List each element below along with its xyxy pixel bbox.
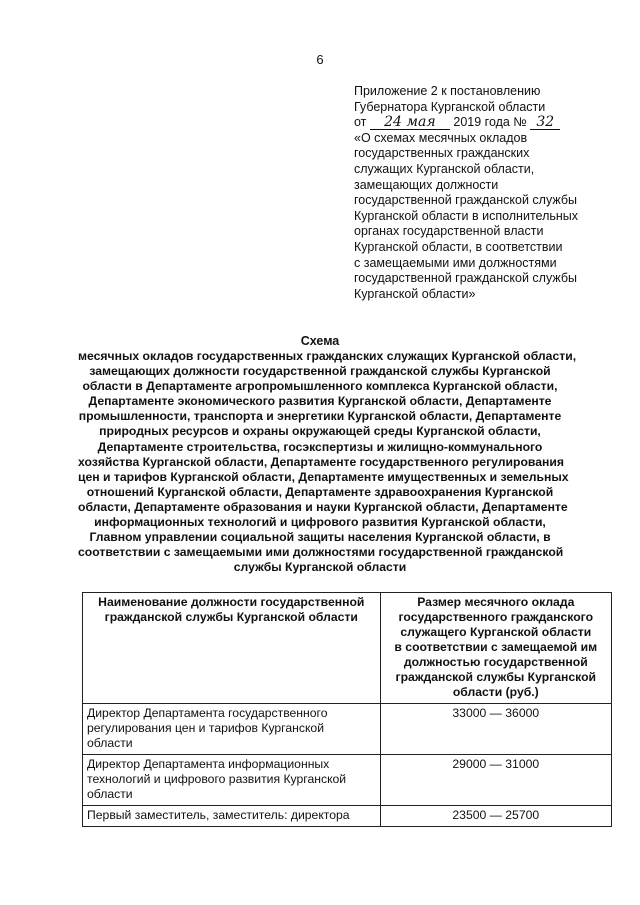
scheme-line: отношений Курганской области, Департаменте здравоохранения Курганской: [86, 484, 554, 499]
position-text: Директор Департамента информационных: [87, 757, 330, 771]
salary-cell: 29000 — 31000: [380, 755, 611, 806]
appendix-date-line: [354, 115, 604, 131]
position-cell: [83, 755, 381, 806]
scheme-line: Главном управлении социальной защиты населения Курганской области, в: [89, 530, 551, 545]
scheme-title: Схема: [300, 334, 340, 348]
header-text: должностью государственной: [403, 655, 588, 669]
appendix-line: Губернатора Курганской области: [354, 99, 546, 114]
table-row: [83, 704, 612, 755]
appendix-subject-line: «О схемах месячных окладов: [354, 130, 528, 145]
header-text: гражданской службы Курганской: [395, 670, 597, 684]
appendix-subject-line: служащих Курганской области,: [354, 161, 535, 176]
scheme-line: информационных технологий и цифрового развития Курганской области,: [94, 515, 546, 530]
scheme-line: службы Курганской области: [233, 560, 407, 575]
position-text: Первый заместитель, заместитель: директора: [87, 808, 350, 822]
table-row: [83, 755, 612, 806]
appendix-subject-line: замещающих должности: [354, 177, 499, 192]
appendix-block: [354, 84, 604, 302]
scheme-description: [78, 349, 577, 575]
handwritten-date: 24 мая: [370, 116, 450, 130]
header-text: Размер месячного оклада: [417, 595, 575, 609]
scheme-line: замещающих должности государственной гражданской службы Курганской: [89, 364, 551, 379]
header-position: [83, 593, 381, 704]
appendix-subject-line: Курганской области»: [354, 286, 476, 301]
position-cell: [83, 704, 381, 755]
scheme-line: Департаменте экономического развития Курганской области, Департаменте: [88, 394, 552, 409]
position-text: технологий и цифрового развития Курганской: [87, 772, 347, 786]
appendix-line: Приложение 2 к постановлению: [354, 84, 541, 98]
salary-table: [82, 592, 612, 827]
scheme-line: области, Департаменте образования и науки Курганской области, Департаменте: [78, 499, 568, 514]
page-number: 6: [316, 52, 324, 67]
handwritten-number: 32: [530, 116, 560, 130]
appendix-subject-line: Курганской области в исполнительных: [354, 208, 579, 223]
position-text: области: [87, 736, 133, 750]
position-text: регулирования цен и тарифов Курганской: [87, 721, 325, 735]
scheme-line: соответствии с замещаемыми ими должностями государственной гражданской: [78, 545, 564, 560]
header-text: служащего Курганской области: [400, 625, 592, 639]
table-row: [83, 806, 612, 827]
appendix-subject-line: государственной гражданской службы: [354, 271, 577, 286]
table-header-row: [83, 593, 612, 704]
date-prefix: от: [354, 115, 367, 130]
header-salary: [380, 593, 611, 704]
appendix-subject-line: Курганской области, в соответствии: [354, 239, 563, 254]
appendix-subject-line: государственной гражданской службы: [354, 193, 577, 208]
scheme-line: области в Департаменте агропромышленного комплекса Курганской области,: [82, 379, 558, 394]
scheme-line: хозяйства Курганской области, Департаменте государственного регулирования: [78, 454, 564, 469]
header-text: области (руб.): [452, 685, 539, 699]
position-text: области: [87, 787, 133, 801]
appendix-subject-line: государственных гражданских: [354, 146, 530, 161]
position-cell: [83, 806, 381, 827]
position-text: Директор Департамента государственного: [87, 706, 328, 720]
salary-cell: 33000 — 36000: [380, 704, 611, 755]
header-text: государственного гражданского: [398, 610, 594, 624]
appendix-subject-line: с замещаемыми ими должностями: [354, 255, 557, 270]
scheme-line: цен и тарифов Курганской области, Департаменте имущественных и земельных: [78, 469, 569, 484]
header-text: Наименование должности государственной: [98, 595, 365, 609]
salary-cell: 23500 — 25700: [380, 806, 611, 827]
scheme-line: месячных окладов государственных гражданских служащих Курганской области,: [78, 349, 577, 363]
scheme-line: Департаменте строительства, госэкспертизы и жилищно-коммунального: [97, 439, 543, 454]
scheme-line: промышленности, транспорта и энергетики Курганской области, Департаменте: [78, 409, 562, 424]
header-text: гражданской службы Курганской области: [104, 610, 358, 624]
date-suffix: 2019 года №: [453, 115, 527, 130]
appendix-subject-line: органах государственной власти: [354, 224, 544, 239]
scheme-line: природных ресурсов и охраны окружающей среды Курганской области,: [99, 424, 541, 439]
header-text: в соответствии с замещаемой им: [394, 640, 598, 654]
